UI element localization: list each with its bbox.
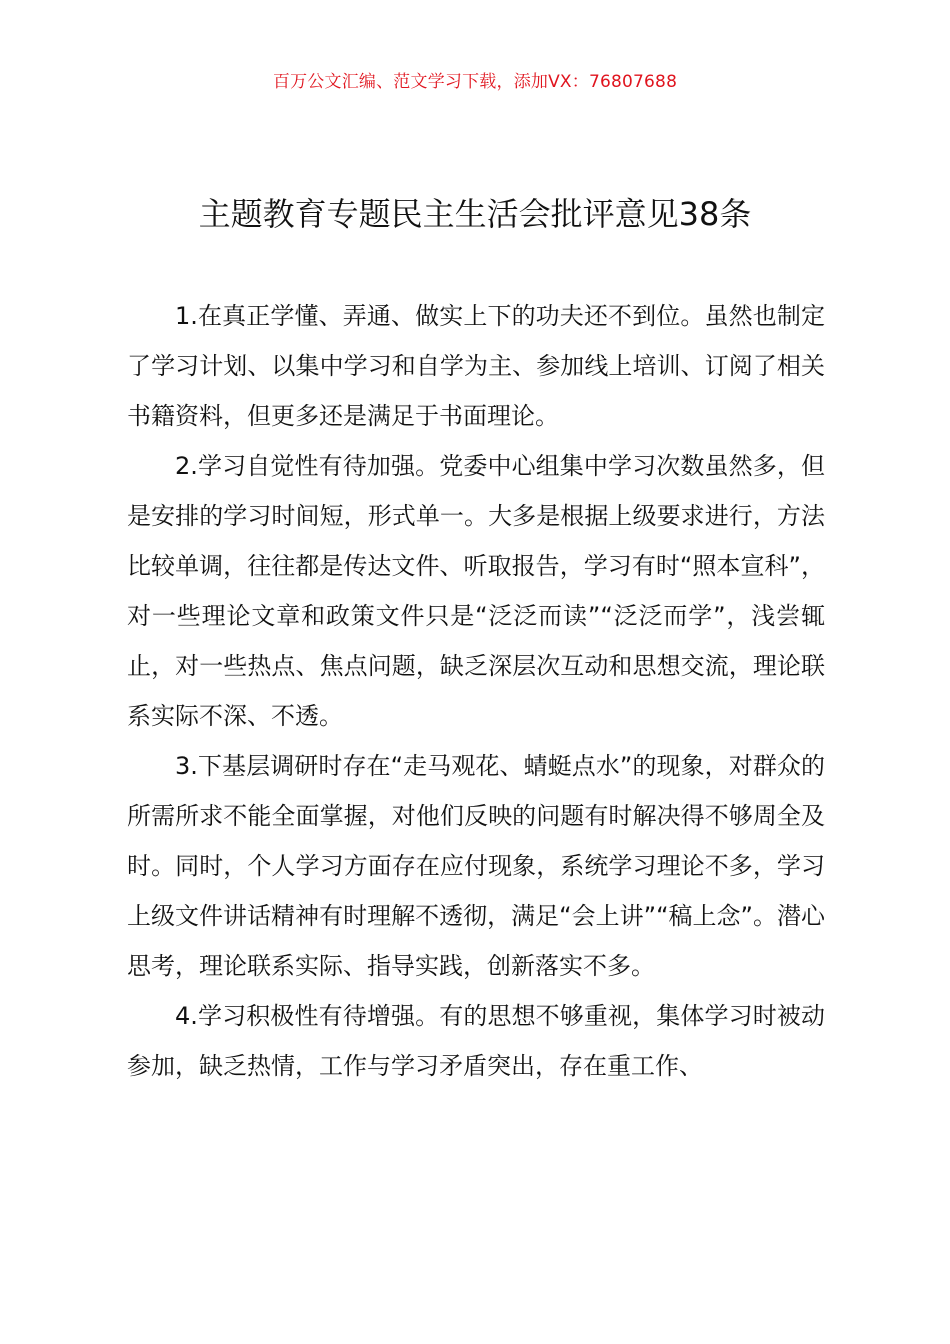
paragraph-4: 4.学习积极性有待增强。有的思想不够重视，集体学习时被动参加，缺乏热情，工作与学习矛盾突出，存在重工作、	[127, 1002, 825, 1080]
paragraph-3: 3.下基层调研时存在“走马观花、蜻蜓点水”的现象，对群众的所需所求不能全面掌握，对他们反映的问题有时解决得不够周全及时。同时，个人学习方面存在应付现象，系统学习理论不多，学习上级文件讲话精神有时理解不透彻，满足“会上讲”“稿上念”。潜心思考，理论联系实际、指导实践，创新落实不多。	[127, 752, 825, 980]
paragraph-2: 2.学习自觉性有待加强。党委中心组集中学习次数虽然多，但是安排的学习时间短，形式单一。大多是根据上级要求进行，方法比较单调，往往都是传达文件、听取报告，学习有时“照本宣科”，对一些理论文章和政策文件只是“泛泛而读”“泛泛而学”，浅尝辄止，对一些热点、焦点问题，缺乏深层次互动和思想交流，理论联系实际不深、不透。	[127, 452, 825, 730]
document-title: 主题教育专题民主生活会批评意见38条	[198, 195, 752, 233]
paragraph-1: 1.在真正学懂、弄通、做实上下的功夫还不到位。虽然也制定了学习计划、以集中学习和自学为主、参加线上培训、订阅了相关书籍资料，但更多还是满足于书面理论。	[127, 302, 825, 430]
document-body	[127, 291, 825, 1091]
header-watermark-note: 百万公文汇编、范文学习下载，添加VX：76807688	[272, 72, 678, 92]
